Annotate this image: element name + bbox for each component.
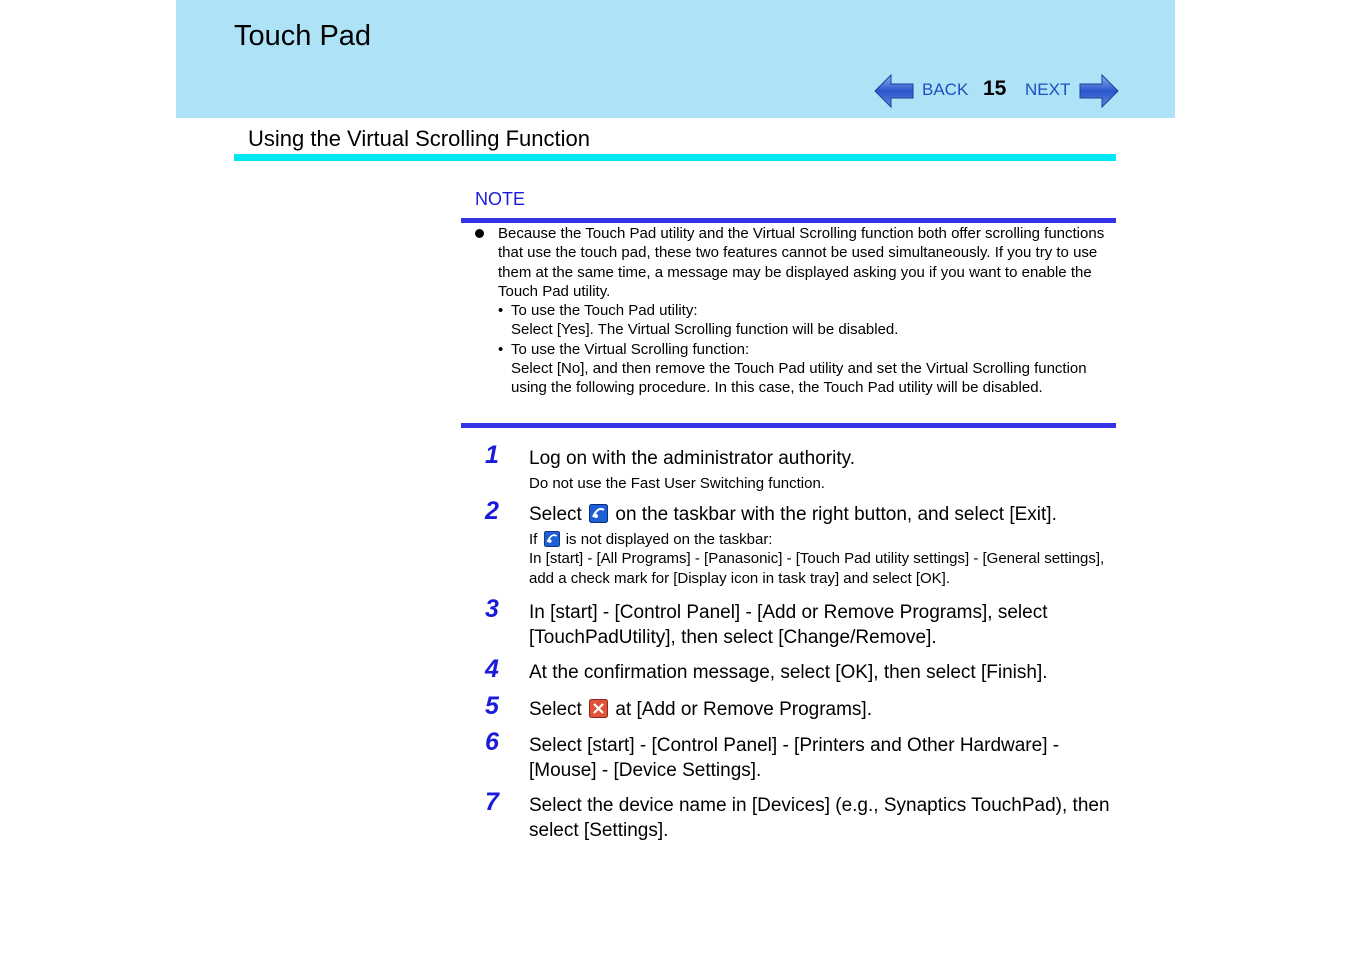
step-text: At the confirmation message, select [OK], then select [Finish]. [529,662,1048,683]
step-sub-after: is not displayed on the taskbar: [565,530,773,548]
header-band [176,0,1175,118]
step-text-after: on the taskbar with the right button, and select [Exit]. [615,504,1057,525]
step-1 [485,441,1125,493]
page-number: 15 [983,77,1007,100]
note-main-text: Because the Touch Pad utility and the Virtual Scrolling function both offer scrolling functions that use the touch pad, these two features cannot be used simultaneously. If you try to use them at the same time, a message may be displayed asking you if you want to enable the Touch Pad utility. [498,225,1105,300]
sub-bullet-icon: • [498,302,504,320]
note-body [475,224,1110,398]
touchpad-utility-icon [544,531,560,547]
page-title: Touch Pad [234,20,372,52]
step-sub-before: If [529,530,538,548]
note-sub-detail: Select [Yes]. The Virtual Scrolling function will be disabled. [511,321,899,339]
step-2 [485,497,1125,588]
step-5 [485,692,1125,723]
step-text: In [start] - [Control Panel] - [Add or Remove Programs], select [TouchPadUtility], then select [Change/Remove]. [529,602,1048,648]
section-title: Using the Virtual Scrolling Function [248,126,590,151]
close-icon [589,699,608,718]
step-text: Select the device name in [Devices] (e.g., Synaptics TouchPad), then select [Settings]. [529,795,1110,841]
step-number: 1 [485,441,499,469]
note-sub-heading: To use the Virtual Scrolling function: [511,340,750,358]
left-arrow-icon[interactable] [873,72,915,110]
right-arrow-icon[interactable] [1078,72,1120,110]
note-bottom-divider [461,423,1116,428]
step-3 [485,595,1125,650]
step-4 [485,655,1125,686]
step-sub-text: Do not use the Fast User Switching function. [529,474,825,492]
step-text: Select [start] - [Control Panel] - [Printers and Other Hardware] - [Mouse] - [Device Settings]. [529,735,1060,781]
touchpad-utility-icon [589,504,608,523]
note-label: NOTE [475,189,526,209]
note-top-divider [461,218,1116,223]
step-text: Log on with the administrator authority. [529,448,855,469]
bullet-icon [475,229,484,238]
step-text [529,503,1125,528]
step-text-before: Select [529,699,582,720]
sub-bullet-icon: • [498,340,504,358]
note-sub-detail: Select [No], and then remove the Touch Pad utility and set the Virtual Scrolling function using the following procedure. In this case, the Touch Pad utility will be disabled. [511,360,1087,397]
step-sub-text [529,530,1125,589]
section-divider [234,154,1116,161]
note-sub-item [475,301,1110,340]
step-sub-line: In [start] - [All Programs] - [Panasonic] - [Touch Pad utility settings] - [General settings], add a check mark for [Display icon in task tray] and select [OK]. [529,550,1105,587]
note-sub-item [475,340,1110,398]
note-main-item [475,224,1110,301]
step-number: 5 [485,692,499,720]
step-6 [485,728,1125,783]
step-text [529,698,1125,723]
next-link[interactable]: NEXT [1025,80,1071,99]
note-sub-heading: To use the Touch Pad utility: [511,302,698,320]
step-number: 3 [485,595,499,623]
step-number: 7 [485,788,499,816]
step-number: 4 [485,655,499,683]
step-number: 6 [485,728,499,756]
step-text-before: Select [529,504,582,525]
back-link[interactable]: BACK [922,80,969,99]
step-text-after: at [Add or Remove Programs]. [615,699,872,720]
step-number: 2 [485,497,499,525]
step-7 [485,788,1125,843]
